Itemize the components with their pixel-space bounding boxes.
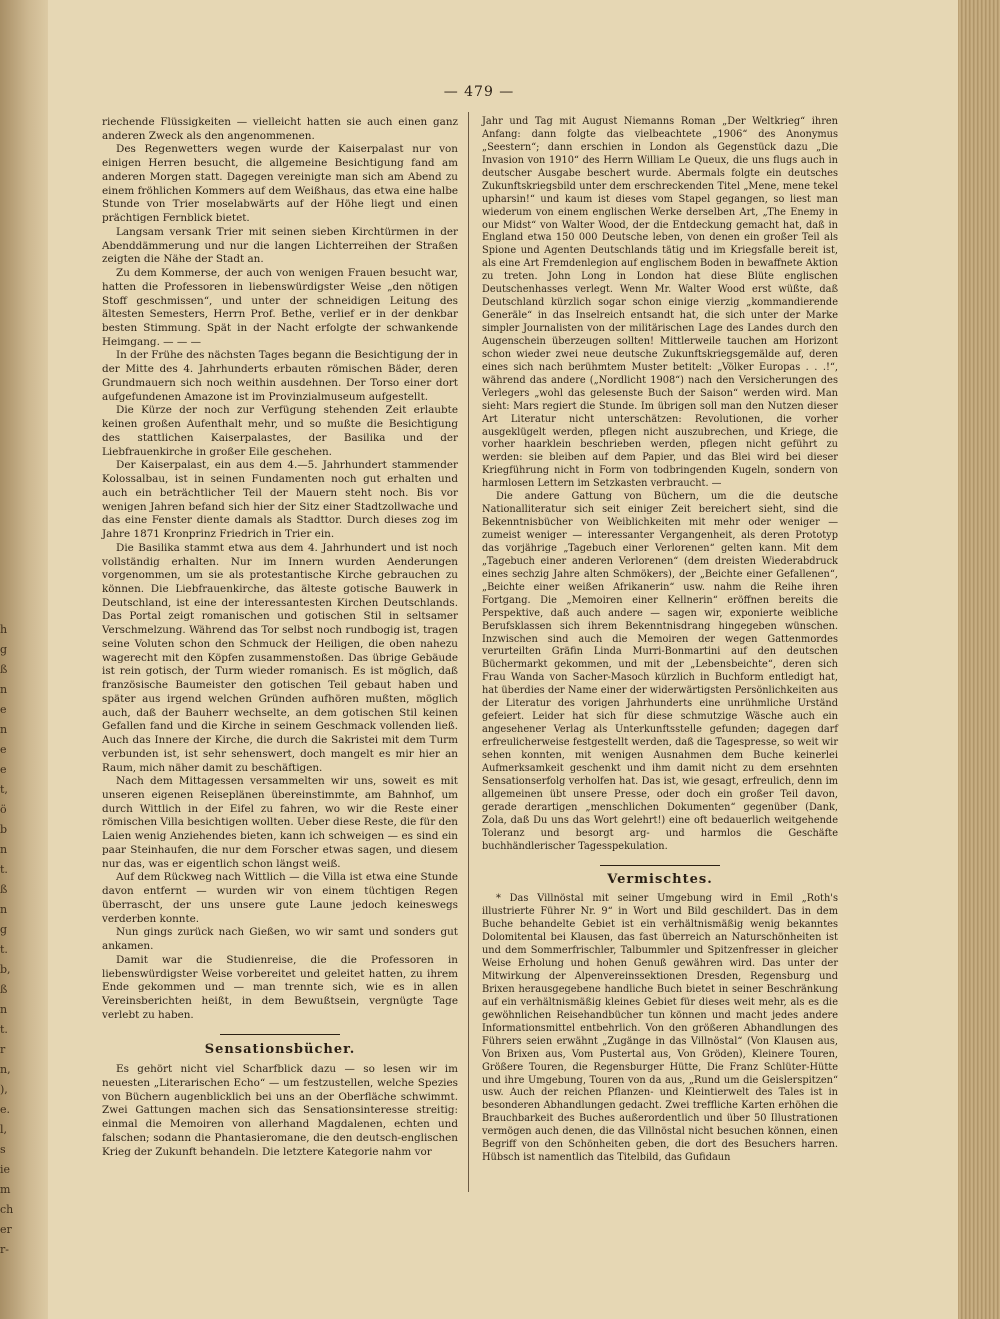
edge-letter: r- (0, 1243, 9, 1256)
paragraph: Die Kürze der noch zur Verfügung stehenden Zeit erlaubte keinen großen Aufenthalt mehr, und so mußte die Besichtigung des stattlichen Kaiserpalastes, der Basilika und der Liebfrauenkirche in großer Eile geschehen. (102, 404, 458, 458)
paragraph: riechende Flüssigkeiten — vielleicht hatten sie auch einen ganz anderen Zweck als den angenommenen. (102, 116, 458, 142)
edge-letter: g (0, 923, 8, 936)
paragraph: Langsam versank Trier mit seinen sieben Kirchtürmen in der Abenddämmerung und nur die langen Lichterreihen der Straßen zeigten die Nähe der Stadt an. (102, 225, 458, 266)
left-column (102, 116, 458, 1159)
edge-letter: b (0, 823, 8, 836)
paragraph: Nach dem Mittagessen versammelten wir uns, soweit es mit unseren eigenen Reiseplänen übereinstimmte, am Bahnhof, um durch Wittlich in der Eifel zu fahren, wo wir die Reste einer römischen Villa besichtigen wollten. Ueber diese Reste, die für den Laien wenig Anziehendes bieten, kann ich schweigen — es sind ein paar Steinhaufen, die nur dem Forscher etwas sagen, und diesem nur das, was er eigentlich schon längst weiß. (102, 775, 458, 870)
sensationsbuecher-paragraph: Es gehört nicht viel Scharfblick dazu — so lesen wir im neuesten „Literarischen Echo“ — um festzustellen, welche Spezies von Büchern augenblicklich bei uns an der Oberfläche schwimmt. Zwei Gattungen machen sich das Sensationsinteresse streitig: einmal die Memoiren von allerhand Magdalenen, echten und falschen; sodann die Phantasieromane, die den deutsch-englischen Krieg der Zukunft behandeln. Die letztere Kategorie nahm vor (102, 1063, 458, 1158)
left-page-edge-letters (0, 620, 18, 1256)
edge-letter: b, (0, 963, 11, 976)
paragraph: Auf dem Rückweg nach Wittlich — die Villa ist etwa eine Stunde davon entfernt — wurden wir von einem tüchtigen Regen überrascht, der uns unsere gute Laune jedoch keineswegs verderben konnte. (102, 871, 458, 925)
edge-letter: n (0, 903, 8, 916)
edge-letter: r (0, 1043, 6, 1056)
edge-letter: ß (0, 983, 8, 996)
edge-letter: n, (0, 1063, 11, 1076)
edge-letter: e (0, 763, 7, 776)
section-heading-vermischtes: Vermischtes. (482, 865, 838, 887)
edge-letter: t. (0, 1023, 8, 1036)
column-divider (468, 112, 469, 1192)
right-column-paragraphs (482, 116, 838, 853)
edge-letter: l, (0, 1123, 8, 1136)
paragraph: Damit war die Studienreise, die die Professoren in liebenswürdigster Weise vorbereitet und geleitet hatten, zu ihrem Ende gekommen und — man trennte sich, wie es in allen Vereinsberichten heißt, in dem Bewußtsein, vergnügte Tage verlebt zu haben. (102, 953, 458, 1021)
edge-letter: ß (0, 883, 8, 896)
edge-letter: t. (0, 863, 8, 876)
page-fore-edge (958, 0, 1000, 1319)
edge-letter: n (0, 843, 8, 856)
edge-letter: t, (0, 783, 8, 796)
edge-letter: n (0, 723, 8, 736)
edge-letter: t. (0, 943, 8, 956)
edge-letter: ie (0, 1163, 11, 1176)
edge-letter: ö (0, 803, 7, 816)
section-heading-sensationsbuecher: Sensationsbücher. (102, 1034, 458, 1057)
edge-letter: n (0, 1003, 8, 1016)
edge-letter: er (0, 1223, 12, 1236)
left-column-paragraphs (102, 116, 458, 1022)
paragraph: Der Kaiserpalast, ein aus dem 4.—5. Jahrhundert stammender Kolossalbau, ist in seinen Fundamenten noch gut erhalten und auch ein beträchtlicher Teil der Mauern steht noch. Bis vor wenigen Jahren befand sich hier der Sitz einer Stadtzollwache und das eine Fenster diente damals als Stadttor. Durch dieses zog im Jahre 1871 Kronprinz Friedrich in Trier ein. (102, 459, 458, 541)
paragraph: Die Basilika stammt etwa aus dem 4. Jahrhundert und ist noch vollständig erhalten. Nur im Innern wurden Aenderungen vorgenommen, um sie als protestantische Kirche gebrauchen zu können. Die Liebfrauenkirche, das älteste gotische Bauwerk in Deutschland, ist eine der interessantesten Kirchen Deutschlands. Das Portal zeigt romanischen und gotischen Stil in seltsamer Verschmelzung. Während das Tor selbst noch rundbogig ist, tragen seine Voluten schon den Schmuck der Heiligen, die oben nahezu wagerecht mit den Köpfen zusammenstoßen. Das übrige Gebäude ist rein gotisch, der Turm wieder romanisch. Es ist möglich, daß französische Baumeister den gotischen Teil gebaut haben und später aus irgend welchen Gründen aufhören mußten, möglich auch, daß der Bauherr wechselte, an dem gotischen Stil keinen Gefallen fand und die Kirche in seinem Geschmack vollenden ließ. Auch das Innere der Kirche, die durch die Sakristei mit dem Turm verbunden ist, ist sehr sehenswert, doch mangelt es mir hier an Raum, mich näher damit zu beschäftigen. (102, 541, 458, 774)
paragraph: Zu dem Kommerse, der auch von wenigen Frauen besucht war, hatten die Professoren in liebenswürdigster Weise „den nötigen Stoff geschmissen“, und unter der schneidigen Leitung des ältesten Semesters, Herrn Prof. Bethe, verlief er in der denkbar besten Stimmung. Spät in der Nacht erfolgte der schwankende Heimgang. — — — (102, 267, 458, 348)
edge-letter: ch (0, 1203, 14, 1216)
paragraph: In der Frühe des nächsten Tages begann die Besichtigung der in der Mitte des 4. Jahrhunderts erbauten römischen Bäder, deren Grundmauern sich noch weithin ausdehnen. Der Torso einer dort aufgefundenen Amazone ist im Provinzialmuseum aufgestellt. (102, 349, 458, 403)
edge-letter: ß (0, 663, 8, 676)
vermischtes-paragraph: * Das Villnöstal mit seiner Umgebung wird in Emil „Roth's illustrierte Führer Nr. 9“ in Wort und Bild geschildert. Das in dem Buche behandelte Gebiet ist ein verhältnismäßig wenig bekanntes Dolomitental bei Klausen, das fast überreich an Naturschönheiten ist und dem Sommerfrischler, Talbummler und Spitzenfresser in gleicher Weise Erholung und hohen Genuß gewähren wird. Das unter der Mitwirkung der Alpenvereinssektionen Dresden, Regensburg und Brixen herausgegebene handliche Buch bietet in seiner Beschränkung auf ein verhältnismäßig kleines Gebiet für dieses weit mehr, als es die gewöhnlichen Reisehandbücher tun können und macht jedes andere Informationsmittel entbehrlich. Von den größeren Abhandlungen des Führers seien erwähnt „Zugänge in das Villnöstal“ (Von Klausen aus, Von Brixen aus, Vom Pustertal aus, Von Gröden), Kleinere Touren, Größere Touren, die Regensburger Hütte, Die Franz Schlüter-Hütte und ihre Umgebung, Touren von da aus, „Rund um die Geislerspitzen“ usw. Auch der reichen Pflanzen- und Kleintierwelt des Tales ist in besonderen Abhandlungen gedacht. Zwei treffliche Karten erhöhen die Brauchbarkeit des Buches außerordentlich und über 50 Illustrationen vermögen auch denen, die das Villnöstal nicht besuchen können, einen Begriff von den Schönheiten geben, die dort des Besuchers harren. Hübsch ist namentlich das Titelbild, das Gufidaun (482, 893, 838, 1164)
paragraph: Nun gings zurück nach Gießen, wo wir samt und sonders gut ankamen. (102, 926, 458, 953)
page-content (96, 60, 862, 1200)
edge-letter: s (0, 1143, 6, 1156)
edge-letter: g (0, 643, 8, 656)
paragraph: Des Regenwetters wegen wurde der Kaiserpalast nur von einigen Herren besucht, die allgemeine Besichtigung fand am anderen Morgen statt. Dagegen vereinigte man sich am Abend zu einem fröhlichen Kommers auf dem Weißhaus, das etwa eine halbe Stunde von Trier moselabwärts auf der Höhe liegt und einen prächtigen Fernblick bietet. (102, 143, 458, 225)
paragraph: Die andere Gattung von Büchern, um die die deutsche Nationalliteratur sich seit einiger Zeit bereichert sieht, sind die Bekenntnisbücher von Weiblichkeiten mit mehr oder weniger — zumeist weniger — interessanter Vergangenheit, als deren Prototyp das vorjährige „Tagebuch einer Verlorenen“ gelten kann. Mit dem „Tagebuch einer anderen Verlorenen“ (dem dreisten Wiederabdruck eines sechzig Jahre alten Schmökers), der „Beichte einer Gefallenen“, „Beichte einer weißen Afrikanerin“ usw. nahm die Reihe ihren Fortgang. Die „Memoiren einer Kellnerin“ eröffnen bereits die Perspektive, daß auch andere — sagen wir, exponierte weibliche Berufsklassen sich ihrem Bekenntnisdrang hingegeben wünschen. Inzwischen sind auch die Memoiren der wegen Gattenmordes verurteilten Gräfin Linda Murri-Bonmartini auf den deutschen Büchermarkt gekommen, und mit der „Lebensbeichte“, deren sich Frau Wanda von Sacher-Masoch kürzlich in Buchform entledigt hat, hat überdies der Name einer der widerwärtigsten Persönlichkeiten aus der Literatur des vorigen Jahrhunderts eine unrühmliche Urständ gefeiert. Leider hat sich für diese schmutzige Wäsche auch ein angesehener Verlag als Unterkunftsstelle gefunden; dagegen darf erfreulicherweise festgestellt werden, daß die Tagespresse, so weit wir sehen konnten, mit wenigen Ausnahmen dem Buche keinerlei Aufmerksamkeit geschenkt und ihm damit nicht zu dem ersehnten Sensationserfolg verholfen hat. Das ist, wie gesagt, erfreulich, denn im allgemeinen übt unsere Presse, oder doch ein großer Teil davon, gerade derartigen „menschlichen Dokumenten“ gegenüber (Dank, Zola, daß Du uns das Wort gelehrt!) eine oft bedauerlich weitgehende Toleranz und besorgt arg- und harmlos die Geschäfte buchhändlerischer Tagesspekulation. (482, 491, 838, 852)
paragraph: Jahr und Tag mit August Niemanns Roman „Der Weltkrieg“ ihren Anfang: dann folgte das vielbeachtete „1906“ des Anonymus „Seestern“; dann erschien in London als Gegenstück dazu „Die Invasion von 1910“ des Herrn William Le Queux, die uns flugs auch in deutscher Ausgabe beschert wurde. Abermals folgte ein deutsches Zukunftskriegsbild unter dem erschreckenden Titel „Mene, mene tekel upharsin!“ und kaum ist dieses vom Stapel gegangen, so liest man wiederum von einem englischen Werke derselben Art, „The Enemy in our Midst“ von Walter Wood, der die Entdeckung gemacht hat, daß in England etwa 150 000 Deutsche leben, von denen ein großer Teil als Spione und Agenten Deutschlands tätig und im Kriegsfalle bereit ist, als eine Art Fremdenlegion auf englischem Boden in bewaffnete Aktion zu treten. John Long in London hat diese Blüte englischen Deutschenhasses verlegt. Wenn Mr. Walter Wood erst wüßte, daß Deutschland kürzlich sogar schon einige vierzig „kommandierende Generäle“ in das Inselreich entsandt hat, die sich unter der Marke simpler Journalisten von der militärischen Lage des Landes durch den Augenschein überzeugen sollten! Mittlerweile tauchen am Horizont schon wieder zwei neue deutsche Zukunftskriegsgemälde auf, deren eines sich nach berühmtem Muster betitelt: „Völker Europas . . .!“, während das andere („Nordlicht 1908“) nach den Versicherungen des Verlegers „wohl das gelesenste Buch der Saison“ werden wird. Man sieht: Mars regiert die Stunde. Im übrigen soll man den Nutzen dieser Art Literatur nicht unterschätzen: Revolutionen, die vorher ausgeklügelt werden, pflegen nicht auszubrechen, und Kriege, die vorher haarklein beschrieben werden, pflegen nicht geführt zu werden: sie bleiben auf dem Papier, und das Blei wird bei dieser Kriegführung nicht in Form von todbringenden Kugeln, sondern von harmlosen Lettern im Setzkasten verbraucht. — (482, 116, 838, 490)
edge-letter: e (0, 703, 7, 716)
edge-letter: h (0, 623, 8, 636)
page-number: — 479 — (443, 84, 515, 100)
edge-letter: e. (0, 1103, 11, 1116)
edge-letter: ), (0, 1083, 8, 1096)
edge-letter: m (0, 1183, 11, 1196)
edge-letter: e (0, 743, 7, 756)
edge-letter: n (0, 683, 8, 696)
right-column (482, 116, 838, 1165)
